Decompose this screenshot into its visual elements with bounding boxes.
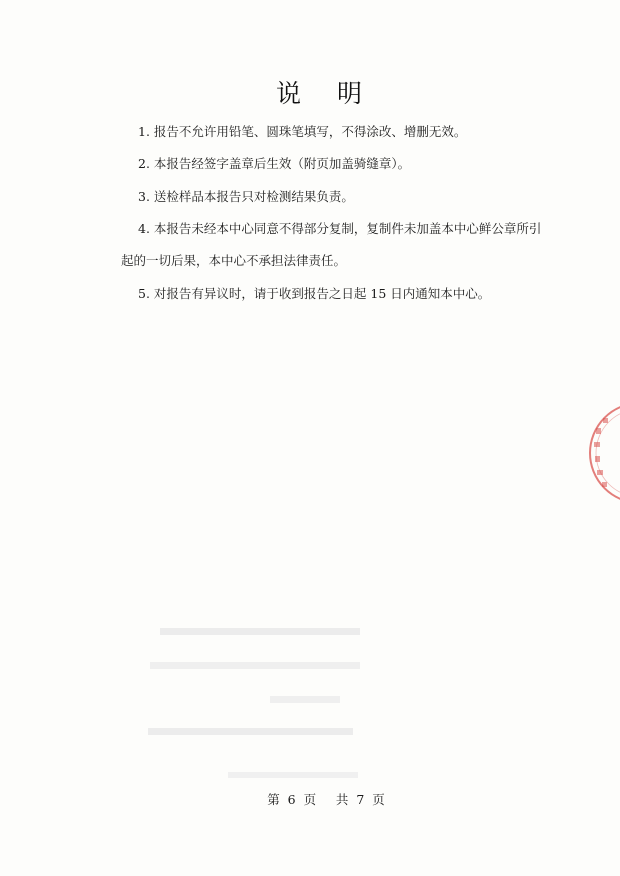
note-item-1 — [138, 124, 466, 140]
page-footer — [0, 790, 620, 808]
note-number: 4. — [138, 221, 150, 236]
note-number: 2. — [138, 156, 150, 171]
note-item-2 — [138, 156, 410, 172]
page-title: 说 明 — [276, 79, 376, 108]
note-text: 本报告未经本中心同意不得部分复制，复制件未加盖本中心鲜公章所引 — [153, 221, 542, 236]
note-text: 本报告经签字盖章后生效（附页加盖骑缝章）。 — [153, 156, 411, 171]
note-number: 1. — [138, 124, 150, 139]
note-item-4 — [138, 221, 541, 237]
note-text: 送检样品本报告只对检测结果负责。 — [153, 189, 354, 204]
note-item-5 — [138, 286, 490, 302]
note-item-4-continuation: 起的一切后果，本中心不承担法律责任。 — [121, 253, 347, 268]
red-seal-icon — [584, 398, 620, 508]
note-number: 3. — [138, 189, 150, 204]
note-item-3 — [138, 189, 354, 205]
note-text: 报告不允许用铅笔、圆珠笔填写，不得涂改、增删无效。 — [153, 124, 467, 139]
note-number: 5. — [138, 286, 150, 301]
page-number-label: 第 6 页 共 7 页 — [267, 792, 385, 807]
note-text: 对报告有异议时，请于收到报告之日起 15 日内通知本中心。 — [153, 286, 491, 301]
